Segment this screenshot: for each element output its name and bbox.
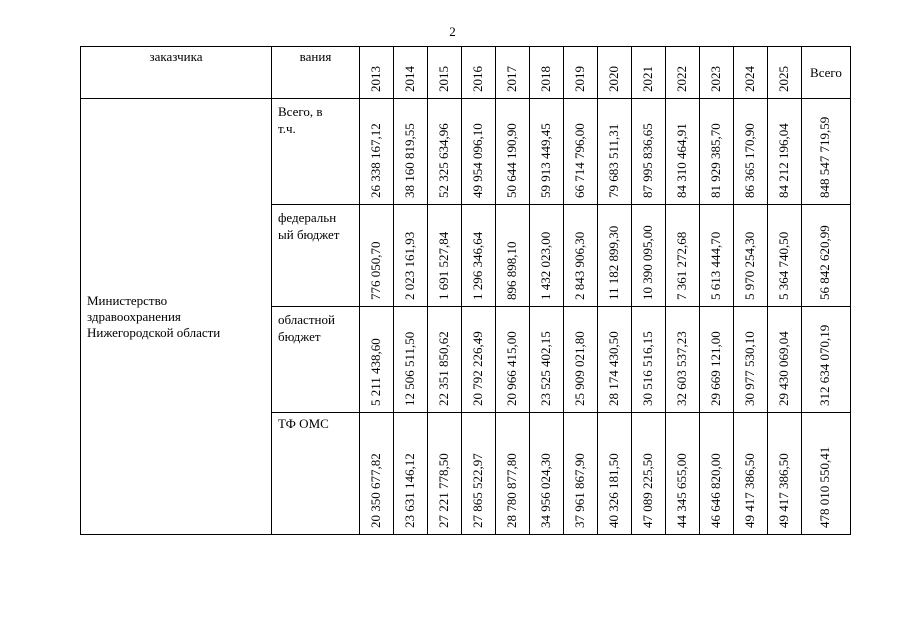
value-text: 84 212 196,04 [775, 123, 791, 198]
header-year [428, 47, 462, 99]
value-text: 49 954 096,10 [469, 123, 485, 198]
funding-source-label: федеральн ый бюджет [278, 210, 340, 242]
header-total [802, 47, 851, 99]
header-year [598, 47, 632, 99]
value-text: 30 516 516,15 [639, 331, 655, 406]
value-text: 7 361 272,68 [673, 231, 689, 300]
value-cell [598, 413, 632, 535]
value-text: 20 350 677,82 [367, 453, 383, 528]
value-cell [496, 99, 530, 205]
value-cell [632, 205, 666, 307]
value-text: 11 182 899,30 [605, 225, 621, 300]
header-year-label: 2025 [775, 66, 791, 92]
value-cell [734, 99, 768, 205]
header-year [530, 47, 564, 99]
value-cell [564, 307, 598, 413]
value-cell [564, 413, 598, 535]
value-text: 28 174 430,50 [605, 331, 621, 406]
header-year-label: 2013 [367, 66, 383, 92]
header-year [394, 47, 428, 99]
header-year [462, 47, 496, 99]
header-year [700, 47, 734, 99]
value-text: 27 865 522,97 [469, 453, 485, 528]
value-text: 66 714 796,00 [571, 123, 587, 198]
header-year-label: 2022 [673, 66, 689, 92]
value-cell [734, 205, 768, 307]
value-text: 44 345 655,00 [673, 453, 689, 528]
value-text: 46 646 820,00 [707, 453, 723, 528]
value-text: 79 683 511,31 [605, 123, 621, 198]
total-cell [802, 413, 851, 535]
page-number: 2 [449, 24, 456, 39]
customer-cell [81, 99, 272, 535]
value-cell [666, 307, 700, 413]
value-cell [700, 205, 734, 307]
header-year-label: 2017 [503, 66, 519, 92]
value-cell [530, 413, 564, 535]
value-text: 1 296 346,64 [469, 231, 485, 300]
header-year [666, 47, 700, 99]
value-text: 5 364 740,50 [775, 231, 791, 300]
value-text: 1 432 023,00 [537, 231, 553, 300]
value-cell [462, 99, 496, 205]
value-text: 20 966 415,00 [503, 331, 519, 406]
value-cell [428, 307, 462, 413]
header-year-label: 2015 [435, 66, 451, 92]
value-cell [666, 99, 700, 205]
value-text: 29 669 121,00 [707, 331, 723, 406]
value-cell [632, 99, 666, 205]
header-year [632, 47, 666, 99]
header-year [768, 47, 802, 99]
value-text: 20 792 226,49 [469, 331, 485, 406]
value-cell [462, 205, 496, 307]
header-source-label: вания [299, 49, 332, 64]
value-cell [598, 99, 632, 205]
funding-source-label: ТФ ОМС [278, 416, 329, 431]
total-value: 848 547 719,59 [817, 116, 832, 198]
value-cell [496, 205, 530, 307]
header-year [564, 47, 598, 99]
value-cell [598, 307, 632, 413]
header-year-label: 2014 [401, 66, 417, 92]
value-cell [700, 413, 734, 535]
value-text: 5 970 254,30 [741, 231, 757, 300]
customer-name: Министерство здравоохранения Нижегородской области [87, 292, 221, 340]
value-cell [462, 413, 496, 535]
value-text: 49 417 386,50 [741, 453, 757, 528]
value-cell [700, 99, 734, 205]
value-text: 50 644 190,90 [503, 123, 519, 198]
header-row [81, 47, 851, 99]
value-text: 49 417 386,50 [775, 453, 791, 528]
value-cell [428, 205, 462, 307]
value-cell [394, 99, 428, 205]
value-cell [768, 99, 802, 205]
value-cell [530, 307, 564, 413]
header-year-label: 2020 [605, 66, 621, 92]
value-text: 22 351 850,62 [435, 331, 451, 406]
value-cell [598, 205, 632, 307]
funding-source [272, 205, 360, 307]
value-cell [360, 413, 394, 535]
header-year-label: 2021 [639, 66, 655, 92]
funding-source [272, 413, 360, 535]
header-total-label: Всего [810, 64, 842, 80]
value-text: 10 390 095,00 [639, 225, 655, 300]
value-cell [666, 413, 700, 535]
value-text: 896 898,10 [503, 241, 519, 300]
header-customer-label: заказчика [149, 49, 203, 64]
header-year [360, 47, 394, 99]
total-value: 478 010 550,41 [817, 446, 832, 528]
total-cell [802, 99, 851, 205]
funding-source [272, 99, 360, 205]
value-text: 28 780 877,80 [503, 453, 519, 528]
value-text: 26 338 167,12 [367, 123, 383, 198]
header-source [272, 47, 360, 99]
value-cell [360, 307, 394, 413]
value-text: 86 365 170,90 [741, 123, 757, 198]
value-cell [768, 307, 802, 413]
value-text: 87 995 836,65 [639, 123, 655, 198]
value-text: 2 843 906,30 [571, 231, 587, 300]
header-year-label: 2024 [741, 66, 757, 92]
total-cell [802, 307, 851, 413]
value-text: 5 211 438,60 [367, 338, 383, 406]
header-customer [81, 47, 272, 99]
value-text: 37 961 867,90 [571, 453, 587, 528]
value-cell [734, 413, 768, 535]
value-cell [496, 413, 530, 535]
funding-source-label: Всего, в т.ч. [278, 104, 323, 136]
value-text: 12 506 511,50 [401, 331, 417, 406]
value-text: 40 326 181,50 [605, 453, 621, 528]
value-text: 23 525 402,15 [537, 331, 553, 406]
value-text: 47 089 225,50 [639, 453, 655, 528]
value-cell [564, 99, 598, 205]
value-text: 59 913 449,45 [537, 123, 553, 198]
value-cell [666, 205, 700, 307]
header-year-label: 2018 [537, 66, 553, 92]
value-cell [394, 205, 428, 307]
value-text: 2 023 161,93 [401, 231, 417, 300]
value-cell [700, 307, 734, 413]
budget-table [80, 46, 851, 535]
value-cell [428, 413, 462, 535]
value-cell [496, 307, 530, 413]
value-text: 1 691 527,84 [435, 231, 451, 300]
value-cell [530, 99, 564, 205]
value-cell [428, 99, 462, 205]
value-text: 30 977 530,10 [741, 331, 757, 406]
value-text: 27 221 778,50 [435, 453, 451, 528]
header-year [496, 47, 530, 99]
value-text: 23 631 146,12 [401, 453, 417, 528]
value-cell [530, 205, 564, 307]
value-text: 38 160 819,55 [401, 123, 417, 198]
value-cell [360, 205, 394, 307]
header-year-label: 2016 [469, 66, 485, 92]
value-cell [564, 205, 598, 307]
value-text: 5 613 444,70 [707, 231, 723, 300]
table-row [81, 99, 851, 205]
header-year-label: 2019 [571, 66, 587, 92]
value-text: 32 603 537,23 [673, 331, 689, 406]
value-cell [394, 307, 428, 413]
value-cell [632, 307, 666, 413]
value-cell [462, 307, 496, 413]
value-cell [734, 307, 768, 413]
value-cell [394, 413, 428, 535]
value-text: 81 929 385,70 [707, 123, 723, 198]
value-cell [768, 205, 802, 307]
value-cell [360, 99, 394, 205]
value-cell [632, 413, 666, 535]
value-text: 29 430 069,04 [775, 331, 791, 406]
total-value: 56 842 620,99 [817, 225, 832, 300]
value-text: 34 956 024,30 [537, 453, 553, 528]
funding-source-label: областной бюджет [278, 312, 335, 344]
value-text: 776 050,70 [367, 241, 383, 300]
total-value: 312 634 070,19 [817, 324, 832, 406]
value-cell [768, 413, 802, 535]
header-year [734, 47, 768, 99]
value-text: 25 909 021,80 [571, 331, 587, 406]
value-text: 84 310 464,91 [673, 123, 689, 198]
header-year-label: 2023 [707, 66, 723, 92]
value-text: 52 325 634,96 [435, 123, 451, 198]
total-cell [802, 205, 851, 307]
funding-source [272, 307, 360, 413]
